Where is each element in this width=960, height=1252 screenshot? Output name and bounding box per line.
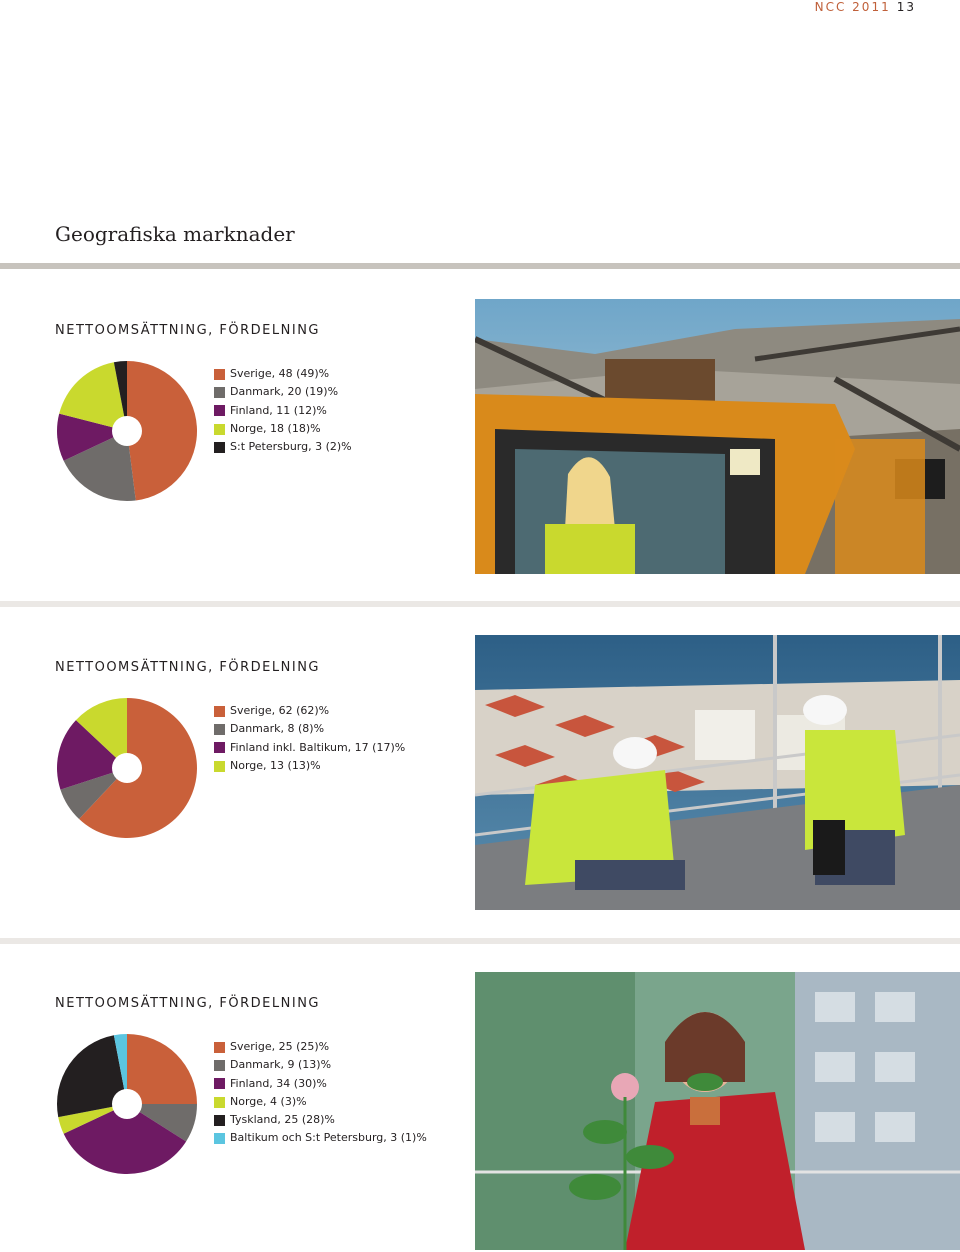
title-divider — [0, 263, 960, 269]
swatch-icon — [214, 424, 225, 435]
legend-item — [214, 1093, 427, 1111]
pie-hole — [112, 416, 142, 446]
swatch-icon — [214, 1078, 225, 1089]
pie-hole — [112, 1089, 142, 1119]
swatch-icon — [214, 442, 225, 453]
section-heading: NETTOOMSÄTTNING, FÖRDELNING — [55, 323, 320, 338]
legend-item — [214, 757, 405, 775]
swatch-icon — [214, 1133, 225, 1144]
legend-label: Tyskland, 25 (28)% — [230, 1113, 335, 1127]
legend-label: S:t Petersburg, 3 (2)% — [230, 440, 352, 454]
quarry-truck-driver-photo — [475, 299, 960, 574]
swatch-icon — [214, 724, 225, 735]
swatch-icon — [214, 1097, 225, 1108]
legend-item — [214, 1111, 427, 1129]
legend-label: Danmark, 8 (8)% — [230, 722, 325, 736]
swatch-icon — [214, 405, 225, 416]
legend-item — [214, 739, 405, 757]
page-header — [815, 0, 916, 14]
swatch-icon — [214, 1042, 225, 1053]
legend-label: Finland inkl. Baltikum, 17 (17)% — [230, 740, 406, 754]
page-number: 13 — [896, 0, 916, 14]
legend-item — [214, 1038, 427, 1056]
legend-label: Norge, 4 (3)% — [230, 1094, 307, 1108]
pie-chart-3 — [55, 1032, 199, 1176]
legend-3 — [214, 1038, 427, 1148]
legend-item — [214, 383, 352, 401]
swatch-icon — [214, 706, 225, 717]
legend-item — [214, 365, 352, 383]
section-heading: NETTOOMSÄTTNING, FÖRDELNING — [55, 660, 320, 675]
legend-1 — [214, 365, 352, 456]
legend-label: Sverige, 48 (49)% — [230, 367, 330, 380]
legend-label: Finland, 11 (12)% — [230, 403, 327, 417]
swatch-icon — [214, 742, 225, 753]
page-title: Geografiska marknader — [55, 222, 295, 246]
legend-label: Sverige, 62 (62)% — [230, 704, 330, 717]
swatch-icon — [214, 1060, 225, 1071]
section-heading: NETTOOMSÄTTNING, FÖRDELNING — [55, 996, 320, 1011]
legend-label: Sverige, 25 (25)% — [230, 1040, 330, 1053]
swatch-icon — [214, 761, 225, 772]
legend-item — [214, 438, 352, 456]
legend-item — [214, 1129, 427, 1147]
swatch-icon — [214, 369, 225, 380]
section-divider — [0, 938, 960, 944]
legend-item — [214, 1075, 427, 1093]
legend-label: Danmark, 20 (19)% — [230, 385, 339, 399]
legend-label: Norge, 18 (18)% — [230, 421, 321, 435]
pie-hole — [112, 753, 142, 783]
section-divider — [0, 601, 960, 607]
legend-item — [214, 1056, 427, 1074]
legend-item — [214, 402, 352, 420]
pie-chart-1 — [55, 359, 199, 503]
brand-label: NCC 2011 — [814, 0, 891, 14]
legend-item — [214, 420, 352, 438]
balcony-woman-flower-photo — [475, 972, 960, 1250]
legend-item — [214, 702, 405, 720]
legend-label: Baltikum och S:t Petersburg, 3 (1)% — [230, 1131, 427, 1145]
legend-label: Danmark, 9 (13)% — [230, 1058, 332, 1072]
swatch-icon — [214, 387, 225, 398]
legend-2 — [214, 702, 405, 775]
pie-chart-2 — [55, 696, 199, 840]
roof-workers-photo — [475, 635, 960, 910]
legend-item — [214, 720, 405, 738]
legend-label: Finland, 34 (30)% — [230, 1076, 327, 1090]
swatch-icon — [214, 1115, 225, 1126]
legend-label: Norge, 13 (13)% — [230, 758, 321, 772]
